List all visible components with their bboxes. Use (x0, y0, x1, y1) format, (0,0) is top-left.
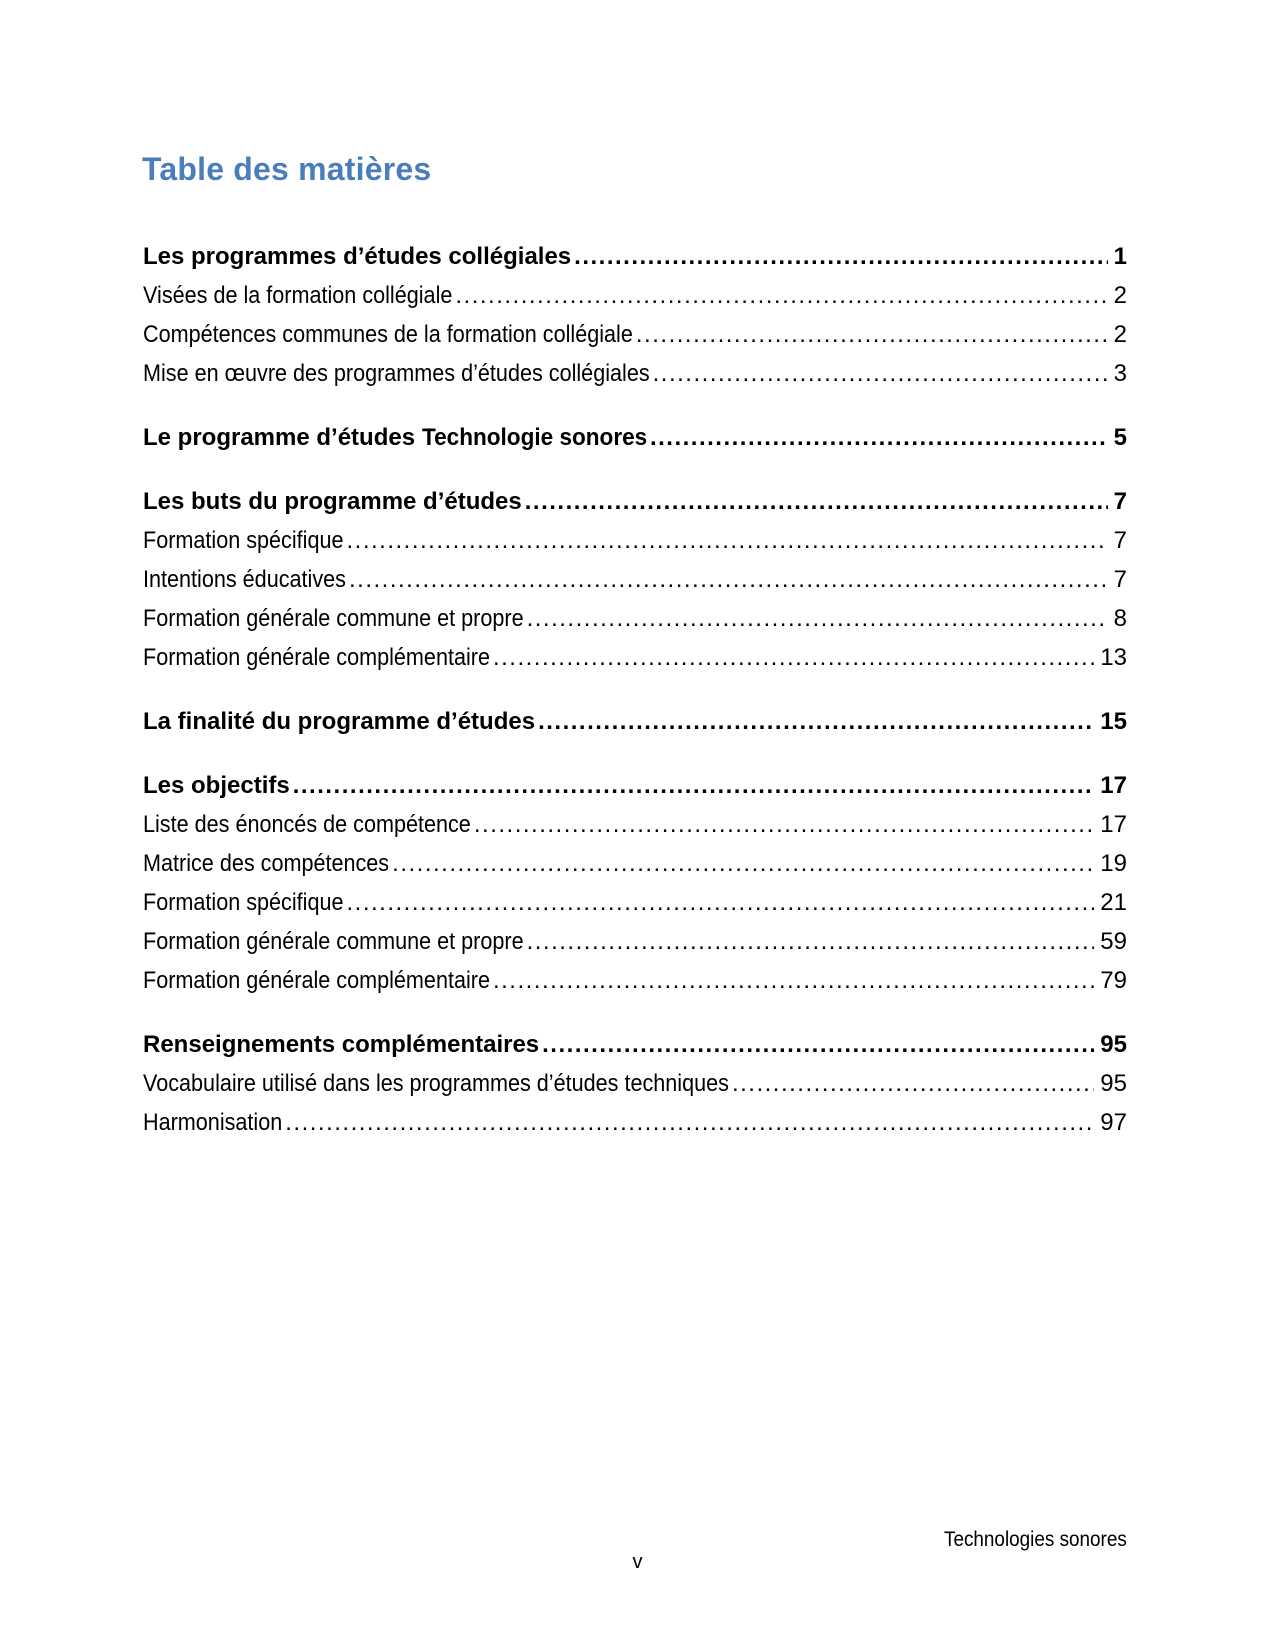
toc-entry-page-number: 17 (1100, 811, 1127, 838)
toc-entry-label (143, 850, 389, 878)
dot-leader (522, 488, 1108, 516)
dot-leader (650, 360, 1108, 388)
toc-entry-label-text: Formation générale commune et propre (143, 928, 524, 955)
toc-entry-page-number: 3 (1113, 360, 1127, 387)
toc-entry-label (143, 928, 524, 956)
toc-entry-label (143, 1031, 539, 1059)
dot-leader (343, 889, 1094, 917)
dot-leader (539, 1031, 1094, 1059)
toc-entry-label (143, 321, 633, 349)
toc-entry-page-number: 15 (1100, 708, 1127, 735)
toc-entry-label-text: Les buts du programme d’études (143, 488, 522, 515)
toc-entry[interactable] (143, 232, 1127, 271)
toc-entry-program-name: Technologie sonores (421, 424, 647, 451)
toc-entry[interactable] (143, 271, 1127, 310)
toc-entry-page-number: 59 (1100, 928, 1127, 955)
toc-entry-label (143, 1109, 282, 1137)
dot-leader (343, 527, 1107, 555)
toc-entry-label (143, 360, 650, 388)
dot-leader (535, 708, 1094, 736)
dot-leader (571, 243, 1107, 271)
toc-entry-label (143, 967, 490, 995)
toc-entry-page-number: 8 (1113, 605, 1127, 632)
toc-entry-label (143, 644, 490, 672)
toc-entry-label-text: Formation générale complémentaire (143, 644, 490, 671)
toc-entry-page-number: 7 (1113, 566, 1127, 593)
toc-entry-label-text: Matrice des compétences (143, 850, 390, 877)
toc-entry-page-number: 79 (1100, 967, 1127, 994)
toc-entry[interactable] (143, 917, 1127, 956)
toc-entry-page-number: 2 (1113, 282, 1127, 309)
toc-entry[interactable] (143, 633, 1127, 672)
toc-entry[interactable] (143, 349, 1127, 388)
toc-entry[interactable] (143, 555, 1127, 594)
toc-entry-label-text: La finalité du programme d’études (143, 708, 536, 735)
dot-leader (729, 1070, 1094, 1098)
toc-entry-page-number: 21 (1100, 889, 1127, 916)
toc-entry-label (143, 243, 571, 271)
toc-entry[interactable] (143, 594, 1127, 633)
toc-entry-label (143, 605, 524, 633)
toc-entry-page-number: 13 (1100, 644, 1127, 671)
toc-entry-label (143, 527, 343, 555)
toc-entry-page-number: 2 (1113, 321, 1127, 348)
toc-entry[interactable] (143, 1098, 1127, 1137)
dot-leader (633, 321, 1108, 349)
dot-leader (452, 282, 1107, 310)
toc-entry-label-text: Visées de la formation collégiale (143, 282, 453, 309)
dot-leader (524, 605, 1108, 633)
toc-entry-label (143, 1070, 729, 1098)
toc-entry-label-text: Formation spécifique (143, 889, 344, 916)
toc-entry-label-text: Formation générale commune et propre (143, 605, 524, 632)
toc-entry[interactable] (143, 516, 1127, 555)
toc-entry-label (143, 488, 522, 516)
toc-entry[interactable] (143, 413, 1127, 452)
toc-entry-label-text: Compétences communes de la formation collégiale (143, 321, 633, 348)
toc-entry-label (143, 566, 346, 594)
toc-entry-label-text: Vocabulaire utilisé dans les programmes d’études techniques (143, 1070, 729, 1097)
toc-entry-page-number: 7 (1113, 527, 1127, 554)
toc-entry[interactable] (143, 800, 1127, 839)
toc-entry[interactable] (143, 310, 1127, 349)
toc-entry-label-text: Les objectifs (143, 772, 290, 799)
toc-entry-label-text: Le programme d’études (143, 424, 422, 451)
toc-entry[interactable] (143, 1020, 1127, 1059)
dot-leader (471, 811, 1094, 839)
dot-leader (346, 566, 1108, 594)
footer-page-number: v (632, 1551, 643, 1573)
toc-entry[interactable] (143, 477, 1127, 516)
dot-leader (282, 1109, 1094, 1137)
toc-entry-page-number: 5 (1113, 424, 1127, 451)
dot-leader (389, 850, 1094, 878)
toc-entry[interactable] (143, 839, 1127, 878)
toc-entry-label-text: Liste des énoncés de compétence (143, 811, 471, 838)
toc-entry-label (143, 811, 471, 839)
toc-entry-label-text: Formation générale complémentaire (143, 967, 490, 994)
dot-leader (524, 928, 1095, 956)
footer-document-title-text: Technologies sonores (944, 1528, 1127, 1551)
dot-leader (490, 644, 1094, 672)
toc-entry[interactable] (143, 761, 1127, 800)
table-of-contents (143, 232, 1127, 1137)
toc-entry[interactable] (143, 697, 1127, 736)
toc-entry-label (143, 282, 452, 310)
toc-entry-page-number: 95 (1100, 1070, 1127, 1097)
toc-entry-label-text: Les programmes d’études collégiales (143, 243, 572, 270)
dot-leader (647, 424, 1108, 452)
toc-entry-page-number: 17 (1100, 772, 1127, 799)
toc-entry-label (143, 708, 535, 736)
toc-entry[interactable] (143, 878, 1127, 917)
toc-entry-label (143, 889, 343, 917)
toc-entry-label-text: Formation spécifique (143, 527, 344, 554)
toc-entry[interactable] (143, 1059, 1127, 1098)
toc-entry-label-text: Intentions éducatives (143, 566, 346, 593)
toc-entry-label (143, 772, 290, 800)
toc-entry-page-number: 1 (1113, 243, 1127, 270)
toc-entry-label-text: Mise en œuvre des programmes d’études collégiales (143, 360, 650, 387)
toc-entry-page-number: 95 (1100, 1031, 1127, 1058)
footer-document-title (944, 1528, 1127, 1552)
toc-entry-page-number: 19 (1100, 850, 1127, 877)
toc-entry-page-number: 97 (1100, 1109, 1127, 1136)
toc-entry-label-text: Renseignements complémentaires (143, 1031, 540, 1058)
toc-entry-label-text: Harmonisation (143, 1109, 283, 1136)
page-title: Table des matières (142, 151, 432, 187)
dot-leader (290, 772, 1095, 800)
toc-entry[interactable] (143, 956, 1127, 995)
toc-entry-page-number: 7 (1113, 488, 1127, 515)
toc-entry-label (143, 424, 647, 452)
dot-leader (490, 967, 1094, 995)
